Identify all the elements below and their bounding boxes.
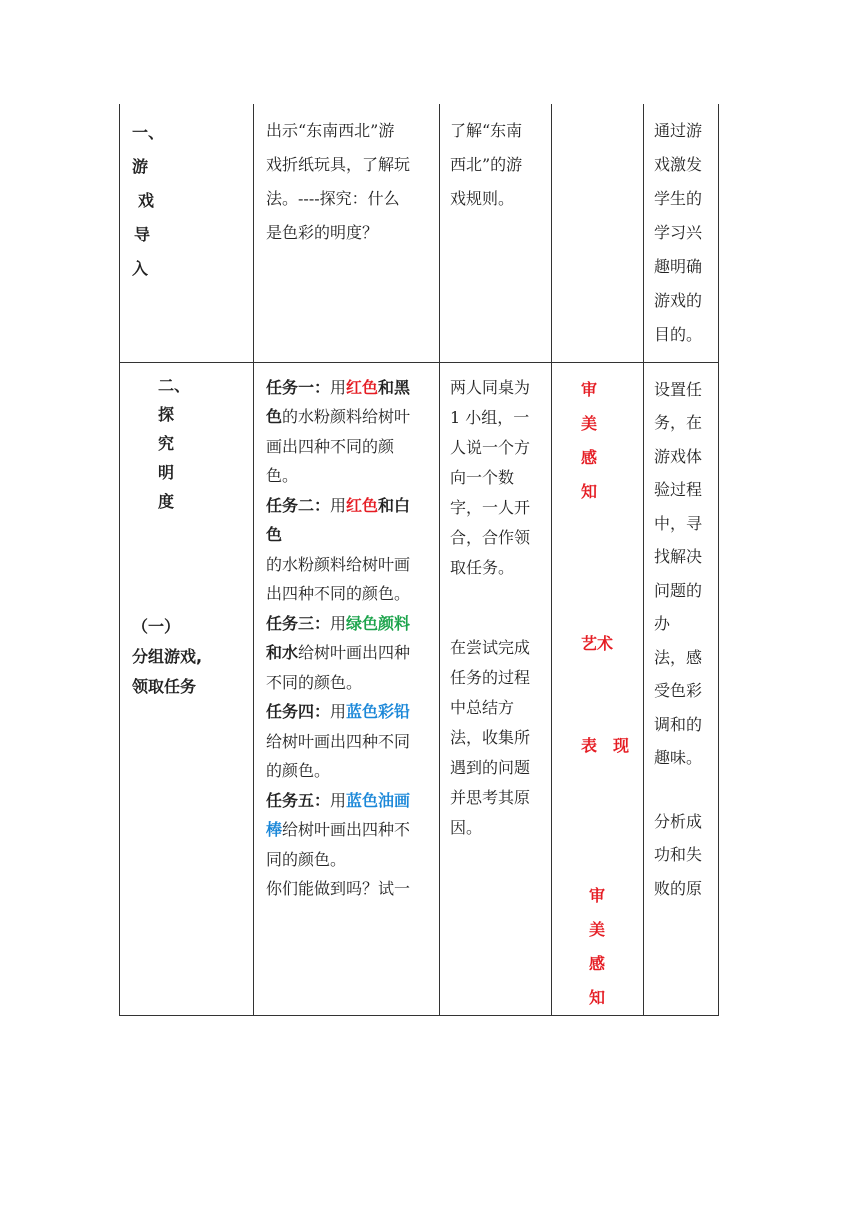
task-list: 任务一：用红色和黑 色的水粉颜料给树叶 画出四种不同的颜 色。 任务二：用红色和白 色 的水粉颜料给树叶画 出四种不同的颜色。 任务三：用绿色颜料 和水给树叶画出四种 不同的颜色。 任务四：用蓝色彩铅 给树叶画出四种不同 的颜色。 任务五：用蓝色油画 棒给树叶画出四种不 同的颜色。 你们能做到吗？试一	[254, 363, 439, 904]
teacher-activity-cell	[254, 104, 440, 362]
sub-stage-label: （一） 分组游戏, 领取任务	[132, 616, 203, 696]
student-activity-text: 了解“东南 西北”的游 戏规则。	[450, 121, 523, 208]
table-row	[120, 362, 719, 1015]
student-activity-text: 两人同桌为 1 小组，一 人说一个方 向一个数 字，一人开 合，合作领 取任务。	[450, 377, 531, 577]
stage-label: 二、 探 究 明 度	[158, 375, 191, 511]
task-1: 任务一：用红色和黑	[266, 377, 411, 397]
design-intent-text: 设置任 务，在 游戏体 验过程 中，寻 找解决 问题的 办 法，感 受色彩 调和的 趣味。	[654, 379, 703, 767]
stage-cell	[120, 362, 254, 1015]
table-row	[120, 104, 719, 362]
student-activity-text-2: 在尝试完成 任务的过程 中总结方 法，收集所 遇到的问题 并思考其原 因。	[450, 637, 531, 837]
literacy-cell	[552, 362, 644, 1015]
stage-cell	[120, 104, 254, 362]
task-4: 任务四：用蓝色彩铅	[266, 702, 411, 721]
lesson-plan-table	[119, 104, 719, 1016]
student-activity-cell	[440, 104, 552, 362]
teacher-activity-text: 出示“东南西北”游 戏折纸玩具，了解玩 法。----探究：什么 是色彩的明度？	[266, 121, 411, 242]
teacher-activity-cell	[254, 362, 440, 1015]
literacy-aesthetic-2: 审 美 感 知	[589, 885, 606, 1007]
literacy-art: 艺术 表 现	[581, 633, 630, 755]
task-3: 任务三：用绿色颜料	[266, 613, 411, 633]
design-intent-cell	[644, 104, 719, 362]
design-intent-text: 通过游 戏激发 学生的 学习兴 趣明确 游戏的 目的。	[654, 121, 703, 344]
student-activity-cell	[440, 362, 552, 1015]
design-intent-text-2: 分析成 功和失 败的原	[654, 811, 703, 898]
literacy-cell	[552, 104, 644, 362]
closing-question: 你们能做到吗？试一	[266, 879, 411, 898]
task-2: 任务二：用红色和白	[266, 495, 411, 515]
stage-label: 一、 游 戏 导 入	[132, 123, 165, 278]
design-intent-cell	[644, 362, 719, 1015]
task-5: 任务五：用蓝色油画	[266, 790, 411, 810]
literacy-aesthetic-1: 审 美 感 知	[581, 379, 598, 501]
